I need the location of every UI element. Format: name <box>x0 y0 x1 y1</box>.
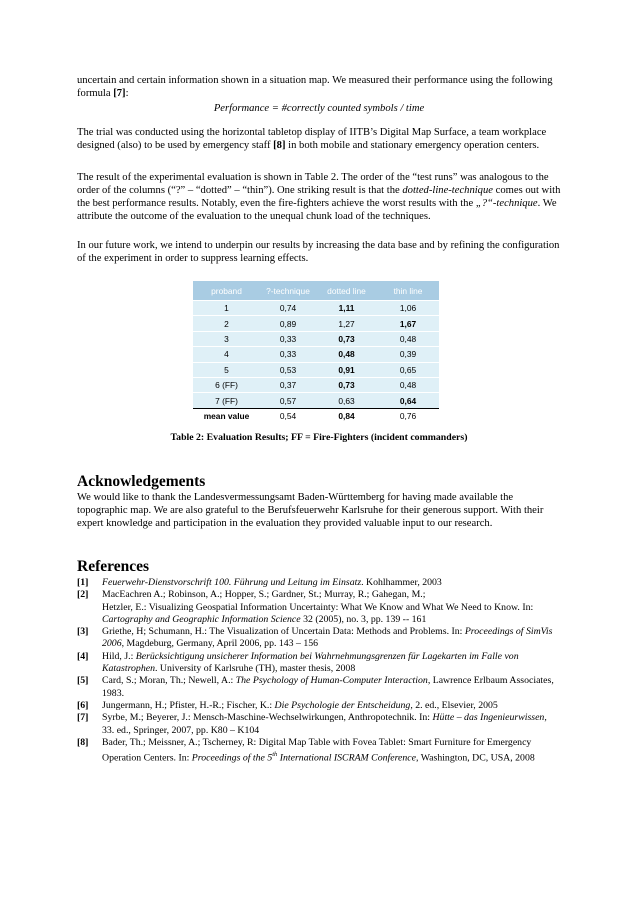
reference-title: Proceedings of SimVis 2006 <box>102 626 553 650</box>
column-header: proband <box>193 281 260 301</box>
reference-detail: , 33. ed., Springer, 2007, pp. K80 – K104 <box>102 712 547 736</box>
section-heading-acknowledgements: Acknowledgements <box>77 473 206 490</box>
table-cell: 0,74 <box>260 301 316 316</box>
reference-authors: Griethe, H; Schumann, H.: The Visualization of Uncertain Data: Methods and Problems. In: <box>102 626 465 638</box>
reference-title: International ISCRAM Conference <box>277 752 416 764</box>
emphasis: „?“-technique <box>475 197 538 209</box>
table-cell: 1,11 <box>316 301 377 316</box>
reference-title: The Psychology of Human-Computer Interaction <box>235 675 428 687</box>
reference-title: Hütte – das Ingenieurwissen <box>432 712 545 724</box>
reference-text <box>102 626 561 651</box>
table-cell: 0,73 <box>316 377 377 392</box>
reference-text <box>102 651 561 676</box>
table-cell: 1,27 <box>316 316 377 331</box>
reference-number: [1] <box>77 577 89 588</box>
table-row <box>193 316 439 331</box>
table-row <box>193 393 439 408</box>
reference-authors: Jungermann, H.; Pfister, H.-R.; Fischer, K.: <box>102 699 275 711</box>
reference-number: [5] <box>77 675 89 687</box>
paragraph-text: . We attribute the outcome of the evaluation to the unequal chunk load of the techniques. <box>77 197 557 222</box>
column-header: dotted line <box>316 281 377 301</box>
reference-text <box>102 712 561 737</box>
reference-detail: . University of Karlsruhe (TH), master thesis, 2008 <box>154 663 356 675</box>
reference-number: [2] <box>77 589 89 601</box>
paragraph-text: in both mobile and stationary emergency operation centers. <box>288 139 540 151</box>
reference-detail: , 2. ed., Elsevier, 2005 <box>410 699 498 711</box>
table-cell: 0,89 <box>260 316 316 331</box>
table-cell: 0,48 <box>316 347 377 362</box>
superscript: th <box>272 751 278 759</box>
table-cell: 1,67 <box>377 316 439 331</box>
reference-authors: Syrbe, M.; Beyerer, J.: Mensch-Maschine-Wechselwirkungen, Anthropotechnik. In: <box>102 712 433 724</box>
table-cell: 0,33 <box>260 331 316 346</box>
table-cell: 6 (FF) <box>193 377 260 392</box>
reference-text <box>102 737 561 765</box>
formula: Performance = #correctly counted symbols / time <box>213 103 425 114</box>
paragraph-text: uncertain and certain information shown in a situation map. We measured their performance using the following formula <box>77 75 553 99</box>
reference-number: [4] <box>77 650 89 662</box>
reference-title: Die Psychologie der Entscheidung <box>274 699 411 711</box>
table-cell: 0,48 <box>377 377 439 392</box>
column-header: thin line <box>377 281 439 301</box>
table-cell: 7 (FF) <box>193 393 260 408</box>
acknowledgements-text: We would like to thank the Landesvermessungsamt Baden-Württemberg for having made available the topographic map. We are also grateful to the Berufsfeuerwehr Karlsruhe for their generous support. With their expert knowledge and participation in the evaluation they provided valuable input to our research. <box>77 492 544 529</box>
emphasis: dotted-line-technique <box>402 184 493 196</box>
reference-detail: , Magdeburg, Germany, April 2006, pp. 143 – 156 <box>121 638 319 650</box>
reference-detail: Hetzler, E.: Visualizing Geospatial Information Uncertainty: What We Know and What We Need to Know. In: <box>102 601 534 613</box>
reference-text <box>102 589 561 626</box>
table-cell: 0,64 <box>377 393 439 408</box>
paragraph-future-work: In our future work, we intend to underpin our results by increasing the data base and by refining the configuration of the experiment in order to suppress learning effects. <box>77 240 560 264</box>
table-row <box>193 331 439 346</box>
reference-authors: Card, S.; Moran, Th.; Newell, A.: <box>102 675 236 687</box>
reference-authors: MacEachren A.; Robinson, A.; Hopper, S.; Gardner, St.; Murray, R.; Gahegan, M.; <box>102 589 426 601</box>
reference-text <box>102 675 561 700</box>
table-row <box>193 362 439 377</box>
paragraph-trial <box>77 127 561 153</box>
paragraph-text: The trial was conducted using the horizontal tabletop display of IITB’s Digital Map Surface, a team workplace designed (also) to be used by emergency staff <box>77 127 547 151</box>
reference-item <box>77 737 561 765</box>
table-cell: 0,63 <box>316 393 377 408</box>
reference-title: Cartography and Geographic Information Science <box>102 613 301 625</box>
table-cell: mean value <box>193 408 260 423</box>
reference-number: [8] <box>77 736 89 748</box>
reference-detail: . Kohlhammer, 2003 <box>361 577 442 588</box>
paragraph-results <box>77 172 561 224</box>
reference-list <box>77 577 561 765</box>
punctuation: : <box>125 87 129 99</box>
table-header-row <box>193 281 439 301</box>
paragraph-text: The result of the experimental evaluation is shown in Table 2. The order of the “test runs” was analogous to the order of the columns (“?” – “dotted” – “thin”). One striking result is that the <box>77 172 549 196</box>
reference-title: Feuerwehr-Dienstvorschrift 100. Führung und Leitung im Einsatz <box>102 577 362 588</box>
reference-item <box>77 675 561 700</box>
reference-authors: Hild, J.: <box>102 650 136 662</box>
reference-title: Proceedings of the 5 <box>191 752 273 764</box>
reference-item <box>77 577 561 589</box>
citation: [7] <box>113 87 126 99</box>
reference-number: [6] <box>77 699 89 711</box>
table-cell: 0,33 <box>260 347 316 362</box>
table-cell: 0,84 <box>316 408 377 423</box>
reference-item <box>77 700 561 712</box>
table-mean-row <box>193 408 439 423</box>
paragraph-text: comes out with the best performance results. Notably, even the fire-fighters achieve the worst results with the <box>77 184 561 209</box>
section-heading-references: References <box>77 558 150 575</box>
table-cell: 3 <box>193 331 260 346</box>
table-cell: 1 <box>193 301 260 316</box>
table-cell: 0,48 <box>377 331 439 346</box>
reference-text <box>102 577 561 589</box>
table-cell: 2 <box>193 316 260 331</box>
table-cell: 5 <box>193 362 260 377</box>
evaluation-table <box>193 281 439 423</box>
table-cell: 0,54 <box>260 408 316 423</box>
reference-item <box>77 712 561 737</box>
table-cell: 0,57 <box>260 393 316 408</box>
reference-number: [3] <box>77 626 89 638</box>
table-cell: 0,91 <box>316 362 377 377</box>
table-row <box>193 301 439 316</box>
reference-detail: , Lawrence Erlbaum Associates, 1983. <box>102 675 554 699</box>
table-cell: 0,37 <box>260 377 316 392</box>
table-cell: 0,76 <box>377 408 439 423</box>
reference-item <box>77 626 561 651</box>
reference-number: [7] <box>77 712 89 724</box>
table-cell: 4 <box>193 347 260 362</box>
citation: [8] <box>273 139 286 151</box>
reference-detail: 32 (2005), no. 3, pp. 139 -- 161 <box>300 613 427 625</box>
reference-authors: Bader, Th.; Meissner, A.; Tscherney, R: Digital Map Table with Fovea Tablet: Smart Furniture for Emergency Operation Centers. In: <box>102 736 532 764</box>
table-cell: 0,53 <box>260 362 316 377</box>
reference-text <box>102 700 561 712</box>
table-row <box>193 347 439 362</box>
table-cell: 0,73 <box>316 331 377 346</box>
reference-item <box>77 651 561 676</box>
column-header: ?-technique <box>260 281 316 301</box>
table-cell: 1,06 <box>377 301 439 316</box>
table-row <box>193 377 439 392</box>
table-caption: Table 2: Evaluation Results; FF = Fire-Fighters (incident commanders) <box>170 432 468 443</box>
reference-title: Berücksichtigung unsicherer Information bei Wahrnehmungsgrenzen für Lagekarten im Falle von Katastrophen <box>102 650 519 675</box>
reference-item <box>77 589 561 626</box>
table-cell: 0,65 <box>377 362 439 377</box>
paragraph-performance <box>77 75 561 101</box>
table-cell: 0,39 <box>377 347 439 362</box>
reference-detail: , Washington, DC, USA, 2008 <box>415 752 535 764</box>
